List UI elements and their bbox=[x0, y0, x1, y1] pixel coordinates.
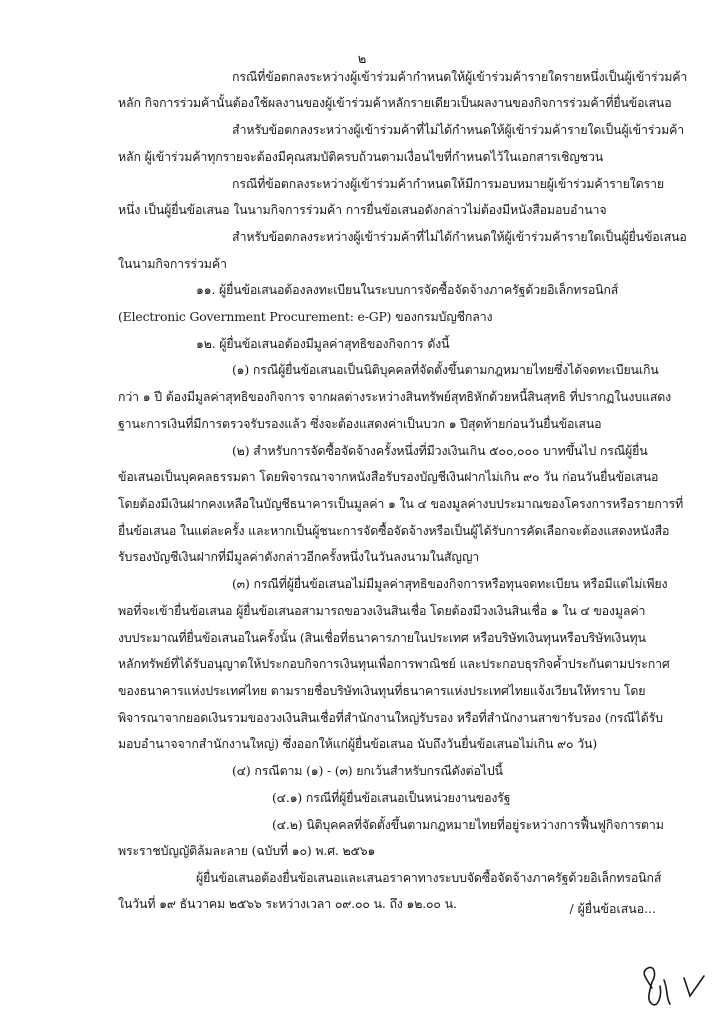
text-line: โดยต้องมีเงินฝากคงเหลือในบัญชีธนาคารเป็นมูลค่า ๑ ใน ๔ ของมูลค่างบประมาณของโครงการหรือรายการที่ bbox=[118, 496, 684, 511]
text-line: รับรองบัญชีเงินฝากที่มีมูลค่าดังกล่าวอีกครั้งหนึ่งในวันลงนามในสัญญา bbox=[118, 549, 480, 564]
text-line: ๑๒. ผู้ยื่นข้อเสนอต้องมีมูลค่าสุทธิของกิจการ ดังนี้ bbox=[196, 336, 450, 351]
text-line: กรณีที่ข้อตกลงระหว่างผู้เข้าร่วมค้ากำหนดให้ผู้เข้าร่วมค้ารายใดรายหนึ่งเป็นผู้เข้าร่วมค้า bbox=[232, 69, 688, 84]
text-line: สำหรับข้อตกลงระหว่างผู้เข้าร่วมค้าที่ไม่ได้กำหนดให้ผู้เข้าร่วมค้ารายใดเป็นผู้ยื่นข้อเสนอ bbox=[232, 229, 687, 244]
text-line: (๑) กรณีผู้ยื่นข้อเสนอเป็นนิติบุคคลที่จัดตั้งขึ้นตามกฎหมายไทยซึ่งได้จดทะเบียนเกิน bbox=[232, 362, 659, 377]
text-line: (๔.๑) กรณีที่ผู้ยื่นข้อเสนอเป็นหน่วยงานของรัฐ bbox=[272, 790, 511, 805]
text-line: (๓) กรณีที่ผู้ยื่นข้อเสนอไม่มีมูลค่าสุทธิของกิจการหรือทุนจดทะเบียน หรือมีแต่ไม่เพียง bbox=[232, 576, 668, 591]
text-line: งบประมาณที่ยื่นข้อเสนอในครั้งนั้น (สินเชื่อที่ธนาคารภายในประเทศ หรือบริษัทเงินทุนหรือบริษัทเงินทุน bbox=[118, 630, 646, 645]
text-line: (๔) กรณีตาม (๑) - (๓) ยกเว้นสำหรับกรณีดังต่อไปนี้ bbox=[232, 763, 503, 778]
text-line: ๑๑. ผู้ยื่นข้อเสนอต้องลงทะเบียนในระบบการจัดซื้อจัดจ้างภาครัฐด้วยอิเล็กทรอนิกส์ bbox=[196, 282, 619, 297]
page-number: ๒ bbox=[357, 52, 367, 67]
text-line: หลัก ผู้เข้าร่วมค้าทุกรายจะต้องมีคุณสมบัติครบถ้วนตามเงื่อนไขที่กำหนดไว้ในเอกสารเชิญชวน bbox=[118, 149, 604, 164]
text-line: หลัก กิจการร่วมค้านั้นต้องใช้ผลงานของผู้เข้าร่วมค้าหลักรายเดียวเป็นผลงานของกิจการร่วมค้าที่ยื่นข้อเสนอ bbox=[118, 95, 672, 110]
text-line: สำหรับข้อตกลงระหว่างผู้เข้าร่วมค้าที่ไม่ได้กำหนดให้ผู้เข้าร่วมค้ารายใดเป็นผู้เข้าร่วมค้า bbox=[232, 122, 685, 137]
text-line: กว่า ๑ ปี ต้องมีมูลค่าสุทธิของกิจการ จากผลต่างระหว่างสินทรัพย์สุทธิหักด้วยหนี้สินสุทธิ ที่ปรากฏในงบแสดง bbox=[118, 389, 672, 404]
text-line: ข้อเสนอเป็นบุคคลธรรมดา โดยพิจารณาจากหนังสือรับรองบัญชีเงินฝากไม่เกิน ๙๐ วัน ก่อนวันยื่นข้อเสนอ bbox=[118, 469, 659, 484]
text-line: ยื่นข้อเสนอ ในแต่ละครั้ง และหากเป็นผู้ชนะการจัดซื้อจัดจ้างหรือเป็นผู้ได้รับการคัดเลือกจะต้องแสดงหนังสือ bbox=[118, 523, 670, 538]
text-line: ในนามกิจการร่วมค้า bbox=[118, 256, 227, 271]
text-line: (๒) สำหรับการจัดซื้อจัดจ้างครั้งหนึ่งที่มีวงเงินเกิน ๕๐๐,๐๐๐ บาทขึ้นไป กรณีผู้ยื่น bbox=[232, 443, 648, 458]
text-line: ผู้ยื่นข้อเสนอต้องยื่นข้อเสนอและเสนอราคาทางระบบจัดซื้อจัดจ้างภาครัฐด้วยอิเล็กทรอนิกส์ bbox=[196, 870, 662, 885]
text-line: กรณีที่ข้อตกลงระหว่างผู้เข้าร่วมค้ากำหนดให้มีการมอบหมายผู้เข้าร่วมค้ารายใดราย bbox=[232, 176, 664, 191]
text-line: หนึ่ง เป็นผู้ยื่นข้อเสนอ ในนามกิจการร่วมค้า การยื่นข้อเสนอดังกล่าวไม่ต้องมีหนังสือมอบอำนาจ bbox=[118, 202, 607, 217]
text-line: มอบอำนาจจากสำนักงานใหญ่) ซึ่งออกให้แก่ผู้ยื่นข้อเสนอ นับถึงวันยื่นข้อเสนอไม่เกิน ๙๐ วัน) bbox=[118, 736, 598, 751]
continuation-note: / ผู้ยื่นข้อเสนอ... bbox=[569, 901, 656, 916]
text-line: ในวันที่ ๑๙ ธันวาคม ๒๕๖๖ ระหว่างเวลา ๐๙.๐๐ น. ถึง ๑๒.๐๐ น. bbox=[118, 896, 457, 911]
text-line: พอที่จะเข้ายื่นข้อเสนอ ผู้ยื่นข้อเสนอสามารถขอวงเงินสินเชื่อ โดยต้องมีวงเงินสินเชื่อ ๑ ใน ๔ ของมูลค่า bbox=[118, 603, 646, 618]
text-line: ฐานะการเงินที่มีการตรวจรับรองแล้ว ซึ่งจะต้องแสดงค่าเป็นบวก ๑ ปีสุดท้ายก่อนวันยื่นข้อเสนอ bbox=[118, 416, 602, 431]
text-line: (Electronic Government Procurement: e-GP) ของกรมบัญชีกลาง bbox=[118, 309, 493, 324]
text-line: พิจารณาจากยอดเงินรวมของวงเงินสินเชื่อที่สำนักงานใหญ่รับรอง หรือที่สำนักงานสาขารับรอง (กรณีได้รับ bbox=[118, 710, 663, 725]
text-line: พระราชบัญญัติล้มละลาย (ฉบับที่ ๑๐) พ.ศ. ๒๕๖๑ bbox=[118, 843, 376, 858]
text-line: ของธนาคารแห่งประเทศไทย ตามรายชื่อบริษัทเงินทุนที่ธนาคารแห่งประเทศไทยแจ้งเวียนให้ทราบ โดย bbox=[118, 683, 646, 698]
text-line: (๔.๒) นิติบุคคลที่จัดตั้งขึ้นตามกฎหมายไทยที่อยู่ระหว่างการฟื้นฟูกิจการตาม bbox=[272, 817, 664, 832]
text-line: หลักทรัพย์ที่ได้รับอนุญาตให้ประกอบกิจการเงินทุนเพื่อการพาณิชย์ และประกอบธุรกิจค้ำประกันตามประกาศ bbox=[118, 656, 670, 671]
